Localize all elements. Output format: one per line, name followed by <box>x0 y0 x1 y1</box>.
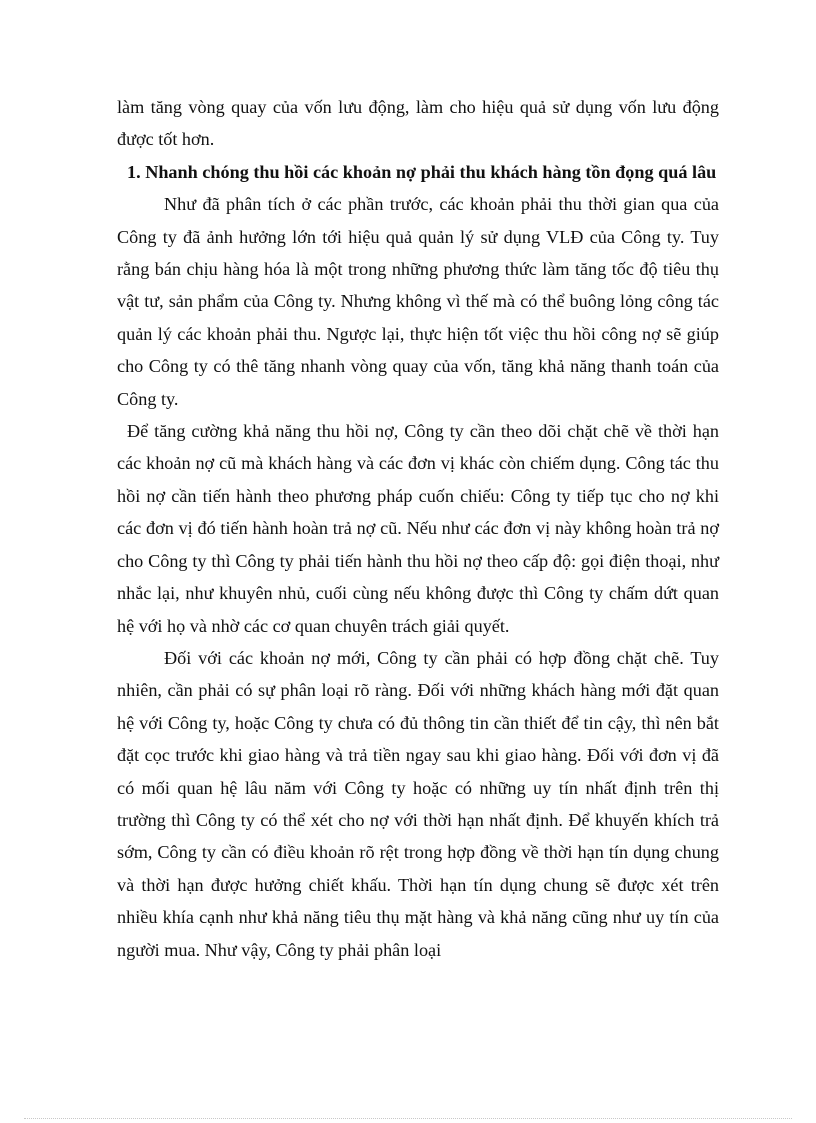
paragraph-continuation: làm tăng vòng quay của vốn lưu động, làm cho hiệu quả sử dụng vốn lưu động được tốt hơn. <box>117 97 719 150</box>
page-body <box>117 91 719 966</box>
section-heading: 1. Nhanh chóng thu hồi các khoản nợ phải thu khách hàng tồn đọng quá lâu <box>127 161 717 182</box>
page-footer-divider <box>24 1118 792 1119</box>
paragraph-new-debts: Đối với các khoản nợ mới, Công ty cần phải có hợp đồng chặt chẽ. Tuy nhiên, cần phải có sự phân loại rõ ràng. Đối với những khách hàng mới đặt quan hệ với Công ty, hoặc Công ty chưa có đủ thông tin cần thiết để tin cậy, thì nên bắt đặt cọc trước khi giao hàng và trả tiền ngay sau khi giao hàng. Đối với đơn vị đã có mối quan hệ lâu năm với Công ty hoặc có những uy tín nhất định trên thị trường thì Công ty có thể xét cho nợ với thời hạn nhất định. Để khuyến khích trả sớm, Công ty cần có điều khoản rõ rệt trong hợp đồng về thời hạn tín dụng chung và thời hạn được hưởng chiết khấu. Thời hạn tín dụng chung sẽ được xét trên nhiều khía cạnh như khả năng tiêu thụ mặt hàng và khả năng cũng như uy tín của người mua. Như vậy, Công ty phải phân loại <box>117 647 719 960</box>
paragraph-receivables-analysis: Như đã phân tích ở các phần trước, các khoản phải thu thời gian qua của Công ty đã ảnh hưởng lớn tới hiệu quả quản lý sử dụng VLĐ của Công ty. Tuy rằng bán chịu hàng hóa là một trong những phương thức làm tăng tốc độ tiêu thụ vật tư, sản phẩm của Công ty. Nhưng không vì thế mà có thể buông lỏng công tác quản lý các khoản phải thu. Ngược lại, thực hiện tốt việc thu hồi công nợ sẽ giúp cho Công ty có thê tăng nhanh vòng quay của vốn, tăng khả năng thanh toán của Công ty. <box>117 194 719 409</box>
paragraph-debt-collection: Để tăng cường khả năng thu hồi nợ, Công ty cần theo dõi chặt chẽ về thời hạn các khoản nợ cũ mà khách hàng và các đơn vị khác còn chiếm dụng. Công tác thu hồi nợ cần tiến hành theo phương pháp cuốn chiếu: Công ty tiếp tục cho nợ khi các đơn vị đó tiến hành hoàn trả nợ cũ. Nếu như các đơn vị này không hoàn trả nợ cho Công ty thì Công ty phải tiến hành thu hồi nợ theo cấp độ: gọi điện thoại, như nhắc lại, như khuyên nhủ, cuối cùng nếu không được thì Công ty chấm dứt quan hệ với họ và nhờ các cơ quan chuyên trách giải quyết. <box>117 421 719 636</box>
